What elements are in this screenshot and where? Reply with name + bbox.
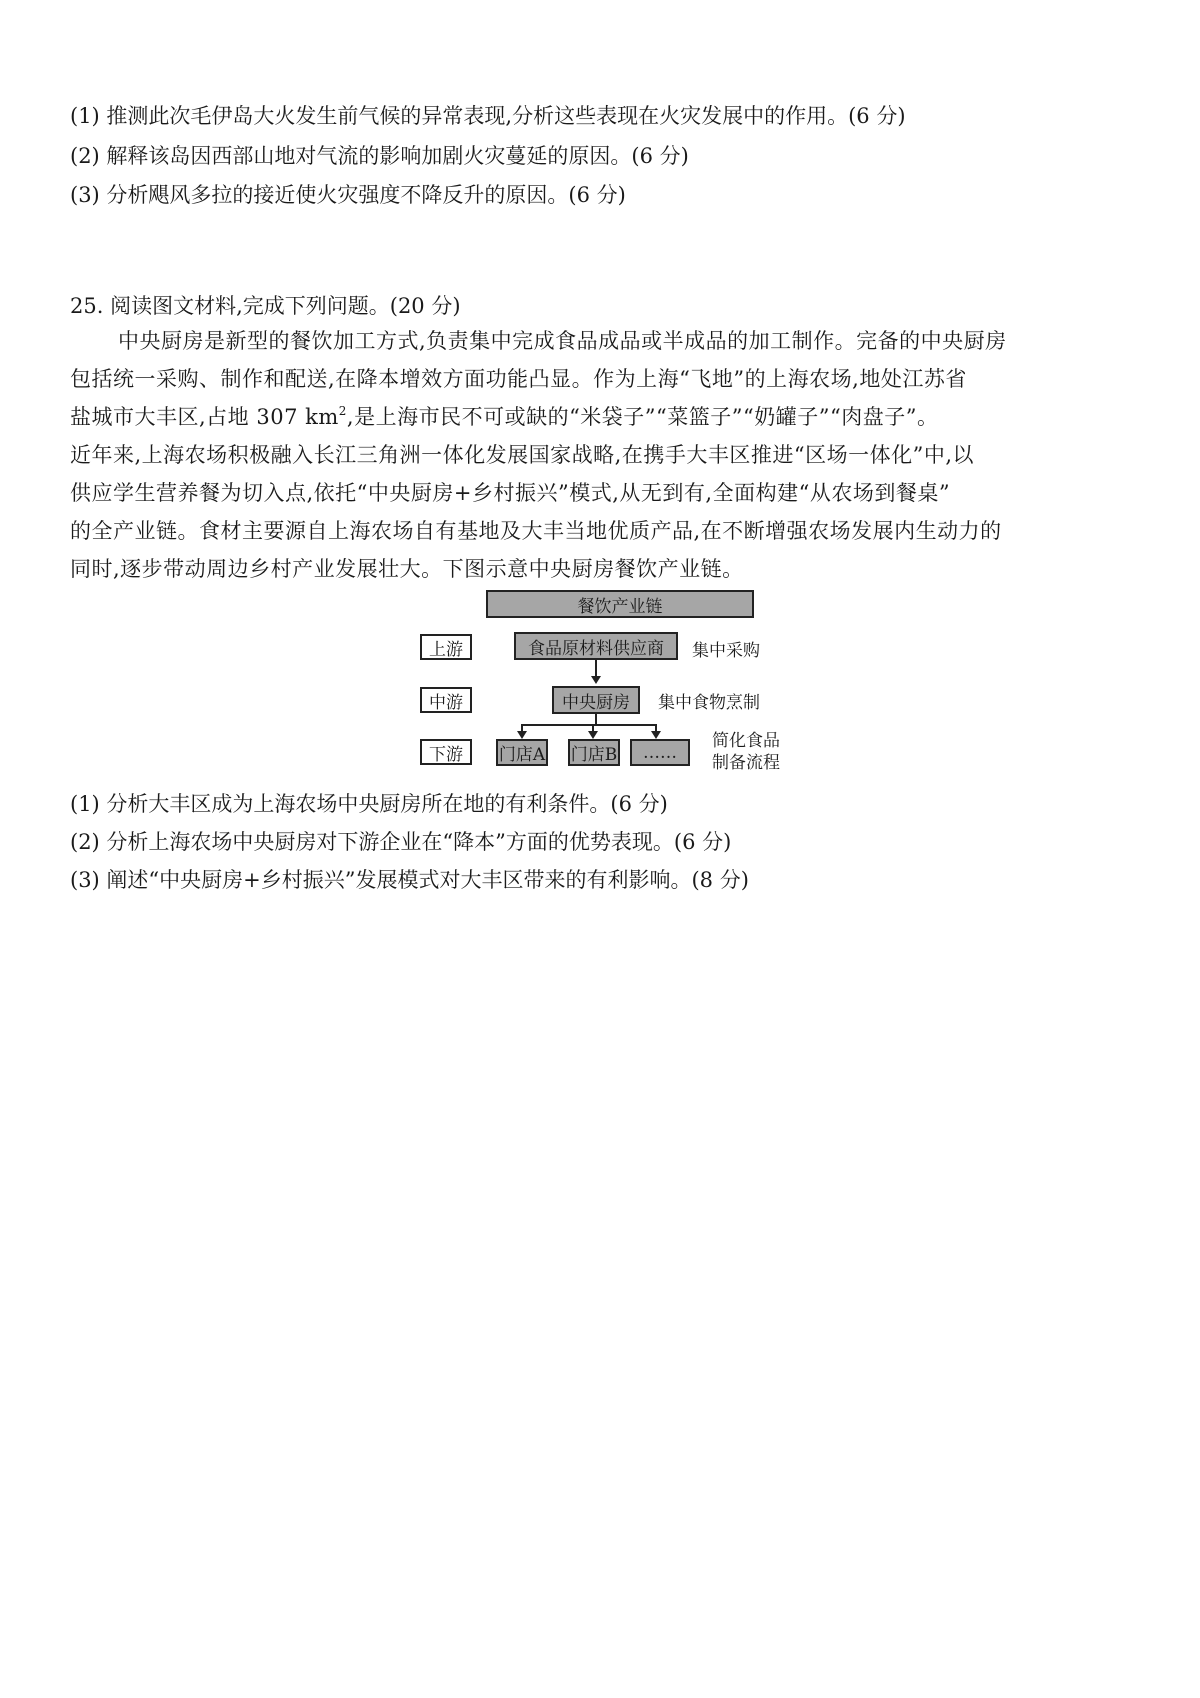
level-downstream: 下游 [420,739,472,765]
connector-branch [521,724,657,726]
q25-para-line-6: 的全产业链。食材主要源自上海农场自有基地及大丰当地优质产品,在不断增强农场发展内生动力的 [70,519,1002,543]
q25-heading: 25. 阅读图文材料,完成下列问题。(20 分) [70,294,461,318]
level-midstream: 中游 [420,687,472,713]
note-simplified-prep-line-1: 简化食品 [712,731,780,751]
industry-chain-diagram [420,590,800,773]
store-more-box: …… [630,739,690,766]
q25-para-line-5: 供应学生营养餐为切入点,依托“中央厨房+乡村振兴”模式,从无到有,全面构建“从农场到餐桌” [70,481,951,505]
arrowhead-store-more [651,731,661,739]
supplier-box: 食品原材料供应商 [514,632,678,660]
arrowhead-supplier-to-kitchen [591,676,601,684]
q25-para-line-7: 同时,逐步带动周边乡村产业发展壮大。下图示意中央厨房餐饮产业链。 [70,557,744,581]
note-centralized-purchasing: 集中采购 [692,641,760,661]
store-b-box: 门店B [568,739,620,766]
arrowhead-store-a [517,731,527,739]
note-simplified-prep-line-2: 制备流程 [712,753,780,773]
km-superscript: 2 [338,404,347,418]
q25-para-line-3 [70,401,1138,431]
note-centralized-cooking: 集中食物烹制 [658,693,760,713]
store-a-box: 门店A [496,739,548,766]
q25-para-line-3-head: 盐城市大丰区,占地 307 km [70,405,339,429]
arrowhead-store-b [588,731,598,739]
q25-question-2: (2) 分析上海农场中央厨房对下游企业在“降本”方面的优势表现。(6 分) [70,830,732,854]
q25-para-line-3-tail: ,是上海市民不可或缺的“米袋子”“菜篮子”“奶罐子”“肉盘子”。 [346,405,939,429]
q25-para-line-2: 包括统一采购、制作和配送,在降本增效方面功能凸显。作为上海“飞地”的上海农场,地处江苏省 [70,367,967,391]
prev-question-2: (2) 解释该岛因西部山地对气流的影响加剧火灾蔓延的原因。(6 分) [70,144,689,168]
q25-para-line-4: 近年来,上海农场积极融入长江三角洲一体化发展国家战略,在携手大丰区推进“区场一体化”中,以 [70,443,974,467]
q25-question-3: (3) 阐述“中央厨房+乡村振兴”发展模式对大丰区带来的有利影响。(8 分) [70,868,749,892]
q25-para-line-1: 中央厨房是新型的餐饮加工方式,负责集中完成食品成品或半成品的加工制作。完备的中央厨房 [118,329,1007,353]
prev-question-3: (3) 分析飓风多拉的接近使火灾强度不降反升的原因。(6 分) [70,183,626,207]
q25-question-1: (1) 分析大丰区成为上海农场中央厨房所在地的有利条件。(6 分) [70,792,668,816]
prev-question-1: (1) 推测此次毛伊岛大火发生前气候的异常表现,分析这些表现在火灾发展中的作用。(6 分) [70,104,906,128]
diagram-title-box: 餐饮产业链 [486,590,754,618]
central-kitchen-box: 中央厨房 [552,686,640,714]
level-upstream: 上游 [420,634,472,660]
